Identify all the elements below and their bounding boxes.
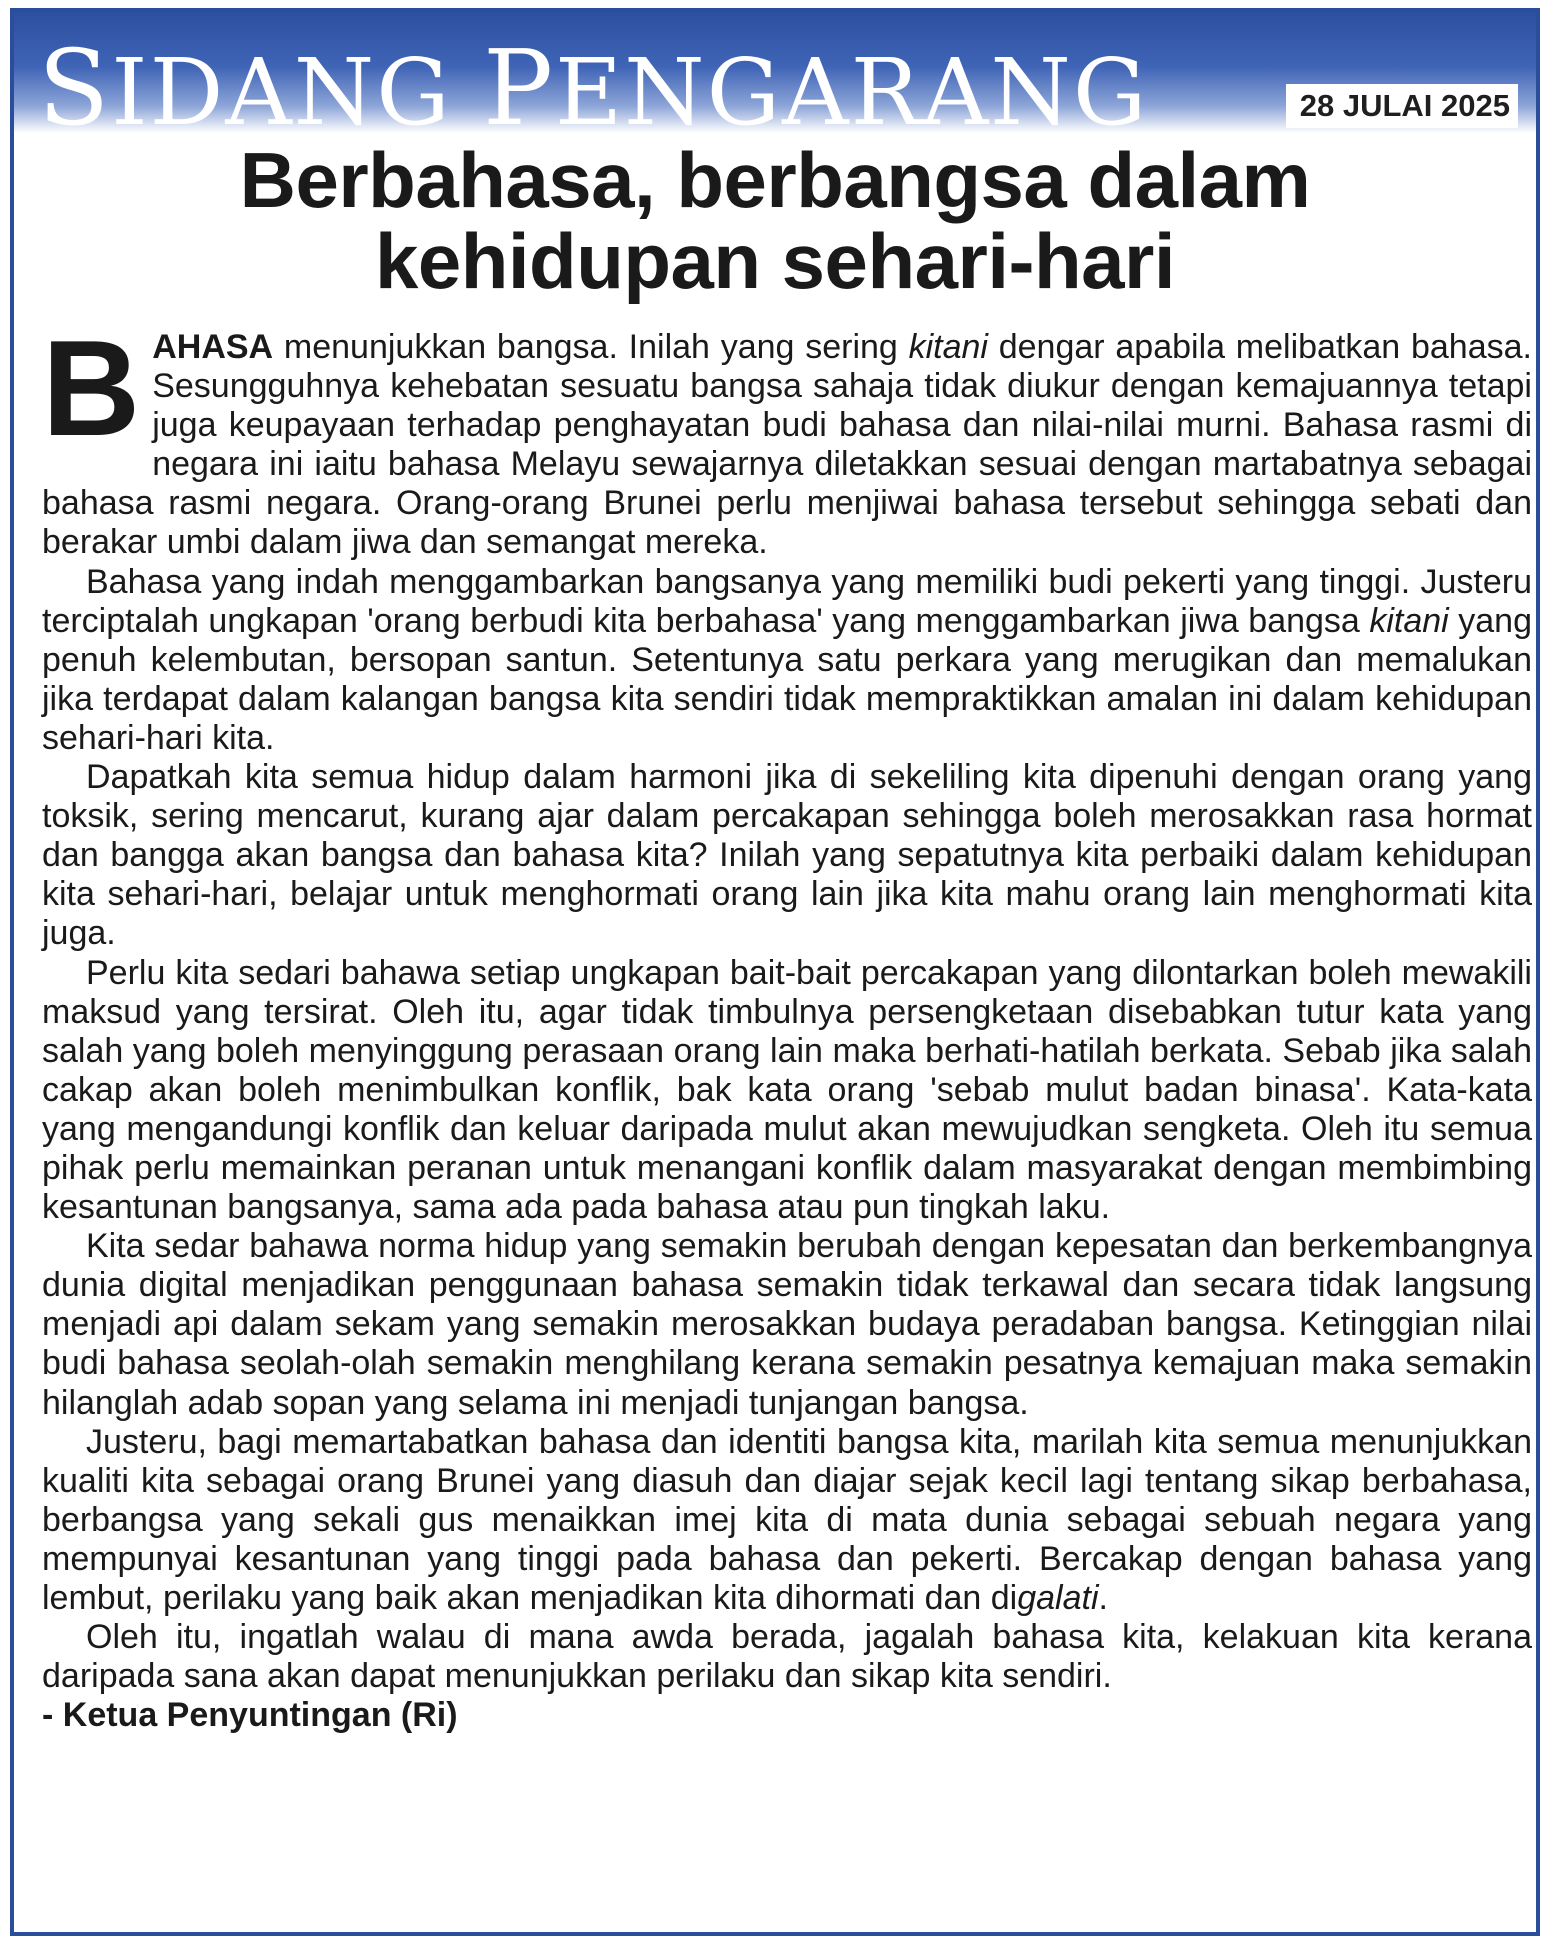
paragraph-6: Justeru, bagi memartabatkan bahasa dan identiti bangsa kita, marilah kita semua menunjukkan kualiti kita sebagai orang Brunei yang diasuh dan diajar sejak kecil lagi tentang sikap berbahasa, berbangsa yang sekali gus menaikkan imej kita di mata dunia sebagai sebuah negara yang mempunyai kesantunan yang tinggi pada bahasa dan pekerti. Bercakap dengan bahasa yang lembut, perilaku yang baik akan menjadikan kita dihormati dan digalati. <box>42 1422 1532 1617</box>
headline-line-2: kehidupan sehari-hari <box>374 217 1176 305</box>
headline-line-1: Berbahasa, berbangsa dalam <box>239 136 1311 224</box>
lead-word: AHASA <box>152 328 274 366</box>
paragraph-3: Dapatkah kita semua hidup dalam harmoni jika di sekeliling kita dipenuhi dengan orang yang toksik, sering mencarut, kurang ajar dalam percakapan sehingga boleh merosakkan rasa hormat dan bangga akan bangsa dan bahasa kita? Inilah yang sepatutnya kita perbaiki dalam kehidupan kita sehari-hari, belajar untuk menghormati orang lain jika kita mahu orang lain menghormati kita juga. <box>42 758 1532 953</box>
paragraph-5: Kita sedar bahawa norma hidup yang semakin berubah dengan kepesatan dan berkembangnya dunia digital menjadikan penggunaan bahasa semakin tidak terkawal dan secara tidak langsung menjadi api dalam sekam yang semakin merosakkan budaya peradaban bangsa. Ketinggian nilai budi bahasa seolah-olah semakin menghilang kerana semakin pesatnya kemajuan maka semakin hilanglah adab sopan yang selama ini menjadi tunjangan bangsa. <box>42 1227 1532 1422</box>
drop-cap: B <box>42 312 141 464</box>
paragraph-4: Perlu kita sedari bahawa setiap ungkapan bait-bait percakapan yang dilontarkan boleh mewakili maksud yang tersirat. Oleh itu, agar tidak timbulnya persengketaan disebabkan tutur kata yang salah yang boleh menyinggung perasaan orang lain maka berhati-hatilah berkata. Sebab jika salah cakap akan boleh menimbulkan konflik, bak kata orang 'sebab mulut badan binasa'. Kata-kata yang mengandungi konflik dan keluar daripada mulut akan mewujudkan sengketa. Oleh itu semua pihak perlu memainkan peranan untuk menangani konflik dalam masyarakat dengan membimbing kesantunan bangsanya, sama ada pada bahasa atau pun tingkah laku. <box>42 953 1532 1227</box>
editorial-page <box>10 8 1540 1936</box>
masthead-banner <box>14 12 1536 149</box>
publication-date: 28 JULAI 2025 <box>1286 84 1518 128</box>
paragraph-1: BAHASA menunjukkan bangsa. Inilah yang sering kitani dengar apabila melibatkan bahasa. Sesungguhnya kehebatan sesuatu bangsa sahaja tidak diukur dengan kemajuannya tetapi juga keupayaan terhadap penghayatan budi bahasa dan nilai-nilai murni. Bahasa rasmi di negara ini iaitu bahasa Melayu sewajarnya diletakkan sesuai dengan martabatnya sebagai bahasa rasmi negara. Orang-orang Brunei perlu menjiwai bahasa tersebut sehingga sebati dan berakar umbi dalam jiwa dan semangat mereka. <box>42 312 1532 562</box>
masthead-title: SIDANG PENGARANG <box>38 27 1149 149</box>
article-body <box>42 312 1532 1735</box>
paragraph-2: Bahasa yang indah menggambarkan bangsanya yang memiliki budi pekerti yang tinggi. Justeru terciptalah ungkapan 'orang berbudi kita berbahasa' yang menggambarkan jiwa bangsa kitani yang penuh kelembutan, bersopan santun. Setentunya satu perkara yang merugikan dan memalukan jika terdapat dalam kalangan bangsa kita sendiri tidak mempraktikkan amalan ini dalam kehidupan sehari-hari kita. <box>42 562 1532 757</box>
paragraph-7: Oleh itu, ingatlah walau di mana awda berada, jagalah bahasa kita, kelakuan kita kerana daripada sana akan dapat menunjukkan perilaku dan sikap kita sendiri. <box>42 1618 1532 1696</box>
article-headline <box>14 136 1536 305</box>
author-signoff: - Ketua Penyuntingan (Ri) <box>42 1696 458 1735</box>
